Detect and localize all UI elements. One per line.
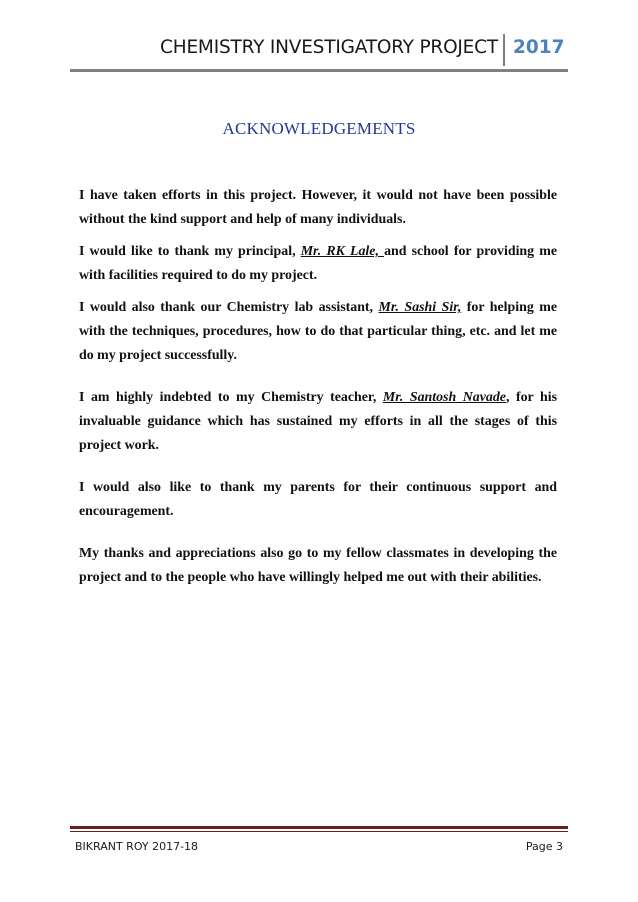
footer-author: BIKRANT ROY 2017-18 [75, 840, 199, 853]
header-rule [70, 69, 568, 72]
acknowledgement-body [79, 184, 557, 590]
paragraph-4 [79, 386, 557, 458]
footer-rule [70, 826, 568, 829]
header-title: CHEMISTRY INVESTIGATORY PROJECT [160, 37, 498, 58]
paragraph-3 [79, 296, 557, 368]
paragraph-4-text-after: , for his invaluable guidance which has sustained my efforts in all the stages of this project work. [79, 390, 557, 453]
header-year: 2017 [513, 37, 565, 58]
lab-assistant-name: Mr. Sashi Sir, [378, 300, 462, 315]
paragraph-1: I have taken efforts in this project. However, it would not have been possible without the kind support and help of many individuals. [79, 188, 557, 227]
paragraph-4-text-before: I am highly indebted to my Chemistry teacher, [79, 390, 383, 405]
teacher-name: Mr. Santosh Navade [382, 390, 506, 405]
header-divider [503, 34, 505, 66]
page-header [0, 36, 568, 66]
page-number: Page 3 [525, 840, 563, 853]
paragraph-2-text-before: I would like to thank my principal, [79, 244, 301, 259]
principal-name: Mr. RK Lale, [300, 244, 385, 259]
paragraph-3-text-after: for helping me with the techniques, procedures, how to do that particular thing, etc. and let me do my project successfully. [79, 300, 557, 363]
paragraph-6: My thanks and appreciations also go to my fellow classmates in developing the project and to the people who have willingly helped me out with their abilities. [79, 546, 557, 585]
paragraph-2 [79, 240, 557, 288]
page-title: ACKNOWLEDGEMENTS [222, 119, 416, 138]
paragraph-5: I would also like to thank my parents for their continuous support and encouragement. [79, 480, 557, 519]
paragraph-3-text-before: I would also thank our Chemistry lab assistant, [79, 300, 379, 315]
paragraph-2-text-after: and school for providing me with facilities required to do my project. [79, 244, 557, 283]
footer-rule-thin [70, 831, 568, 832]
